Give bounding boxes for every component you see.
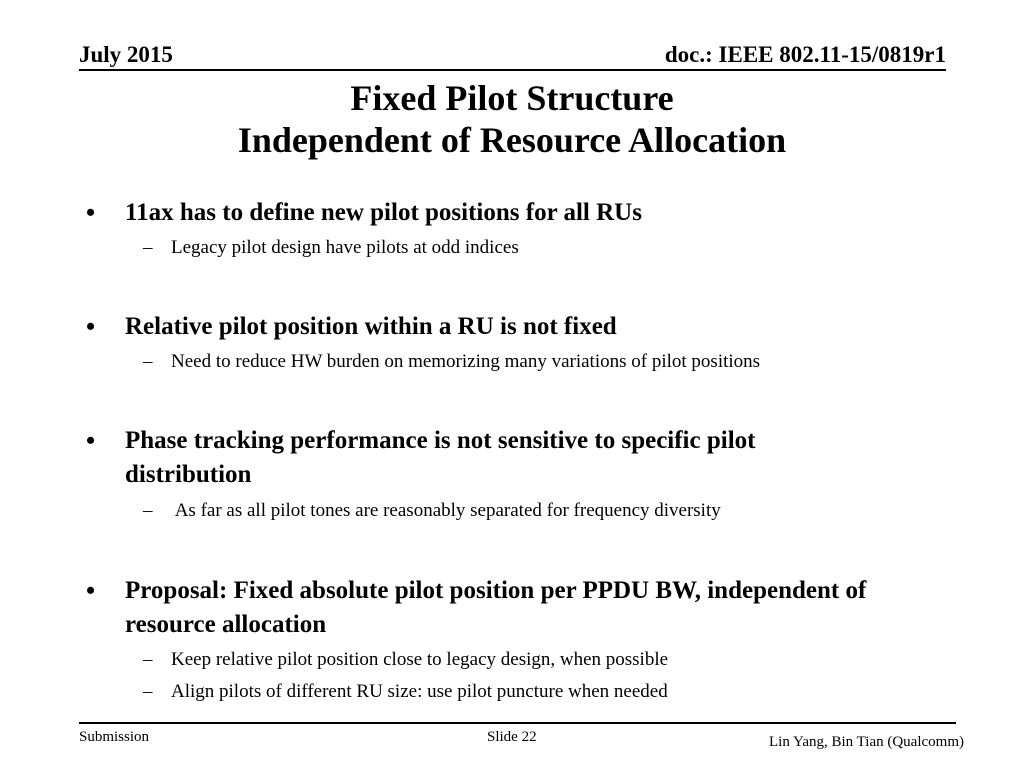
sub-bullet-marker: – bbox=[143, 649, 153, 670]
slide-title-line-2: Independent of Resource Allocation bbox=[237, 120, 787, 160]
footer-authors: Lin Yang, Bin Tian (Qualcomm) bbox=[768, 734, 964, 750]
sub-bullet-marker: – bbox=[143, 500, 153, 521]
slide-title bbox=[0, 77, 1024, 161]
bullet-4-text: Proposal: Fixed absolute pilot position per PPDU BW, independent of resource allocation bbox=[125, 577, 867, 638]
bullet-4-sub-2-text: Align pilots of different RU size: use pilot puncture when needed bbox=[171, 681, 668, 702]
bullet-marker: • bbox=[86, 198, 96, 227]
header-doc-id: doc.: IEEE 802.11-15/0819r1 bbox=[664, 42, 946, 67]
bullet-1-text: 11ax has to define new pilot positions for all RUs bbox=[125, 199, 642, 226]
header-divider bbox=[79, 69, 946, 71]
bullet-4-sub-1-text: Keep relative pilot position close to legacy design, when possible bbox=[171, 649, 669, 670]
footer-divider bbox=[79, 722, 956, 724]
footer-slide-number: Slide 22 bbox=[487, 729, 537, 745]
bullet-marker: • bbox=[86, 426, 96, 455]
bullet-3-text: Phase tracking performance is not sensitive to specific pilot distribution bbox=[125, 427, 756, 488]
sub-bullet-marker: – bbox=[143, 351, 153, 372]
bullet-2-sub-1-text: Need to reduce HW burden on memorizing many variations of pilot positions bbox=[171, 351, 761, 372]
header-date: July 2015 bbox=[79, 42, 173, 67]
bullet-1-sub-1-text: Legacy pilot design have pilots at odd indices bbox=[171, 237, 519, 258]
bullet-2-text: Relative pilot position within a RU is not fixed bbox=[125, 313, 617, 340]
bullet-3-sub-1-text: As far as all pilot tones are reasonably separated for frequency diversity bbox=[171, 500, 721, 521]
footer-submission: Submission bbox=[79, 729, 150, 745]
slide-title-line-1: Fixed Pilot Structure bbox=[350, 78, 674, 118]
bullet-marker: • bbox=[86, 312, 96, 341]
bullet-marker: • bbox=[86, 576, 96, 605]
sub-bullet-marker: – bbox=[143, 237, 153, 258]
sub-bullet-marker: – bbox=[143, 681, 153, 702]
